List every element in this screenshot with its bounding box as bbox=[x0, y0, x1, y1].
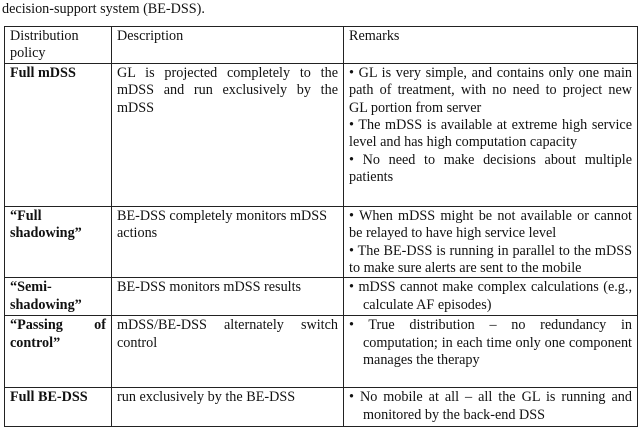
table-row bbox=[5, 278, 638, 316]
remarks-cell bbox=[344, 316, 638, 388]
remark-item: • mDSS cannot make complex calculations (e.g., calculate AF episodes) bbox=[349, 279, 632, 313]
remarks-cell bbox=[344, 278, 638, 316]
table-row bbox=[5, 206, 638, 278]
policy-cell: “Passing of control” bbox=[5, 316, 112, 388]
description-cell: BE-DSS monitors mDSS results bbox=[112, 278, 344, 316]
table-header-row bbox=[5, 27, 638, 64]
description-cell: mDSS/BE-DSS alternately switch control bbox=[112, 316, 344, 388]
policy-cell: “Semi-shadowing” bbox=[5, 278, 112, 316]
remarks-cell bbox=[344, 388, 638, 427]
table-row bbox=[5, 388, 638, 427]
remarks-cell bbox=[344, 206, 638, 278]
policy-cell: Full BE-DSS bbox=[5, 388, 112, 427]
remark-item: • No mobile at all – all the GL is running and monitored by the back-end DSS bbox=[349, 389, 632, 423]
table-row bbox=[5, 63, 638, 206]
table-caption: decision-support system (BE-DSS). bbox=[2, 1, 205, 17]
remarks-cell bbox=[344, 63, 638, 206]
description-cell: BE-DSS completely monitors mDSS actions bbox=[112, 206, 344, 278]
remark-item: • GL is very simple, and contains only one main path of treatment, with no need to project new GL portion from server bbox=[349, 64, 632, 116]
header-remarks: Remarks bbox=[344, 27, 638, 64]
header-policy: Distribution policy bbox=[5, 27, 112, 64]
policy-cell: “Full shadowing” bbox=[5, 206, 112, 278]
remark-item: • True distribution – no redundancy in computation; in each time only one component manages the therapy bbox=[349, 317, 632, 369]
table-row bbox=[5, 316, 638, 388]
policy-cell: Full mDSS bbox=[5, 63, 112, 206]
remark-item: • The BE-DSS is running in parallel to the mDSS to make sure alerts are sent to the mobile bbox=[349, 242, 632, 277]
description-cell: GL is projected completely to the mDSS and run exclusively by the mDSS bbox=[112, 63, 344, 206]
distribution-policy-table bbox=[4, 26, 638, 427]
remark-item: • The mDSS is available at extreme high service level and has high computation capacity bbox=[349, 117, 632, 151]
description-cell: run exclusively by the BE-DSS bbox=[112, 388, 344, 427]
header-description: Description bbox=[112, 27, 344, 64]
remark-item: • When mDSS might be not available or cannot be relayed to have high service level bbox=[349, 207, 632, 242]
remark-item: • No need to make decisions about multiple patients bbox=[349, 151, 632, 186]
